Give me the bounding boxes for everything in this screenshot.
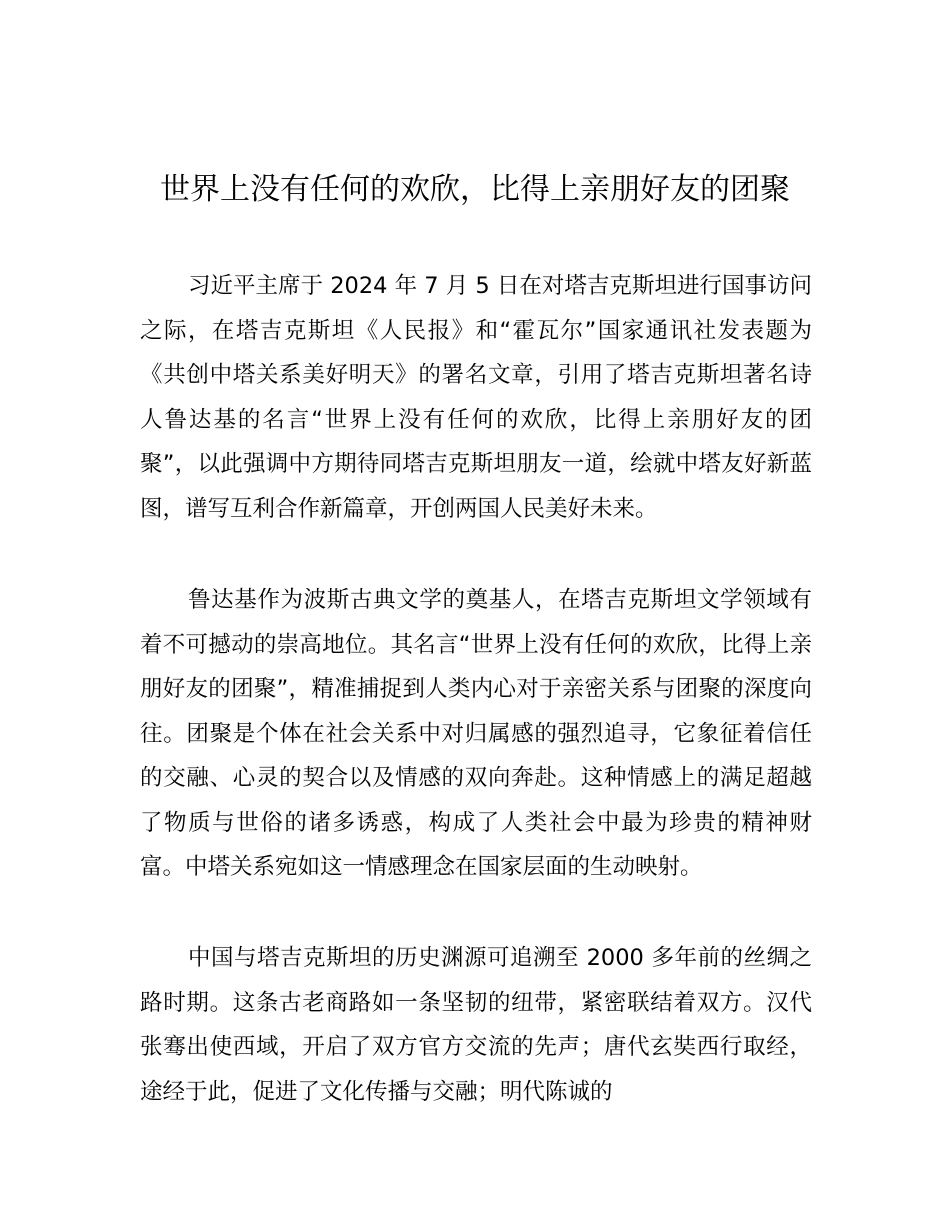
document-title: 世界上没有任何的欢欣，比得上亲朋好友的团聚 [160, 172, 790, 207]
paragraph-1: 习近平主席于 2024 年 7 月 5 日在对塔吉克斯坦进行国事访问之际，在塔吉克斯坦《人民报》和“霍瓦尔”国家通讯社发表题为《共创中塔关系美好明天》的署名文章，引用了塔吉克斯坦著名诗人鲁达基的名言“世界上没有任何的欢欣，比得上亲朋好友的团聚”，以此强调中方期待同塔吉克斯坦朋友一道，绘就中塔友好新蓝图，谱写互利合作新篇章，开创两国人民美好未来。 [140, 273, 812, 522]
paragraph-3: 中国与塔吉克斯坦的历史渊源可追溯至 2000 多年前的丝绸之路时期。这条古老商路如一条坚韧的纽带，紧密联结着双方。汉代张骞出使西域，开启了双方官方交流的先声；唐代玄奘西行取经，途经于此，促进了文化传播与交融；明代陈诚的 [140, 945, 812, 1105]
paragraph-2: 鲁达基作为波斯古典文学的奠基人，在塔吉克斯坦文学领域有着不可撼动的崇高地位。其名言“世界上没有任何的欢欣，比得上亲朋好友的团聚”，精准捕捉到人类内心对于亲密关系与团聚的深度向往。团聚是个体在社会关系中对归属感的强烈追寻，它象征着信任的交融、心灵的契合以及情感的双向奔赴。这种情感上的满足超越了物质与世俗的诸多诱惑，构成了人类社会中最为珍贵的精神财富。中塔关系宛如这一情感理念在国家层面的生动映射。 [140, 587, 812, 880]
